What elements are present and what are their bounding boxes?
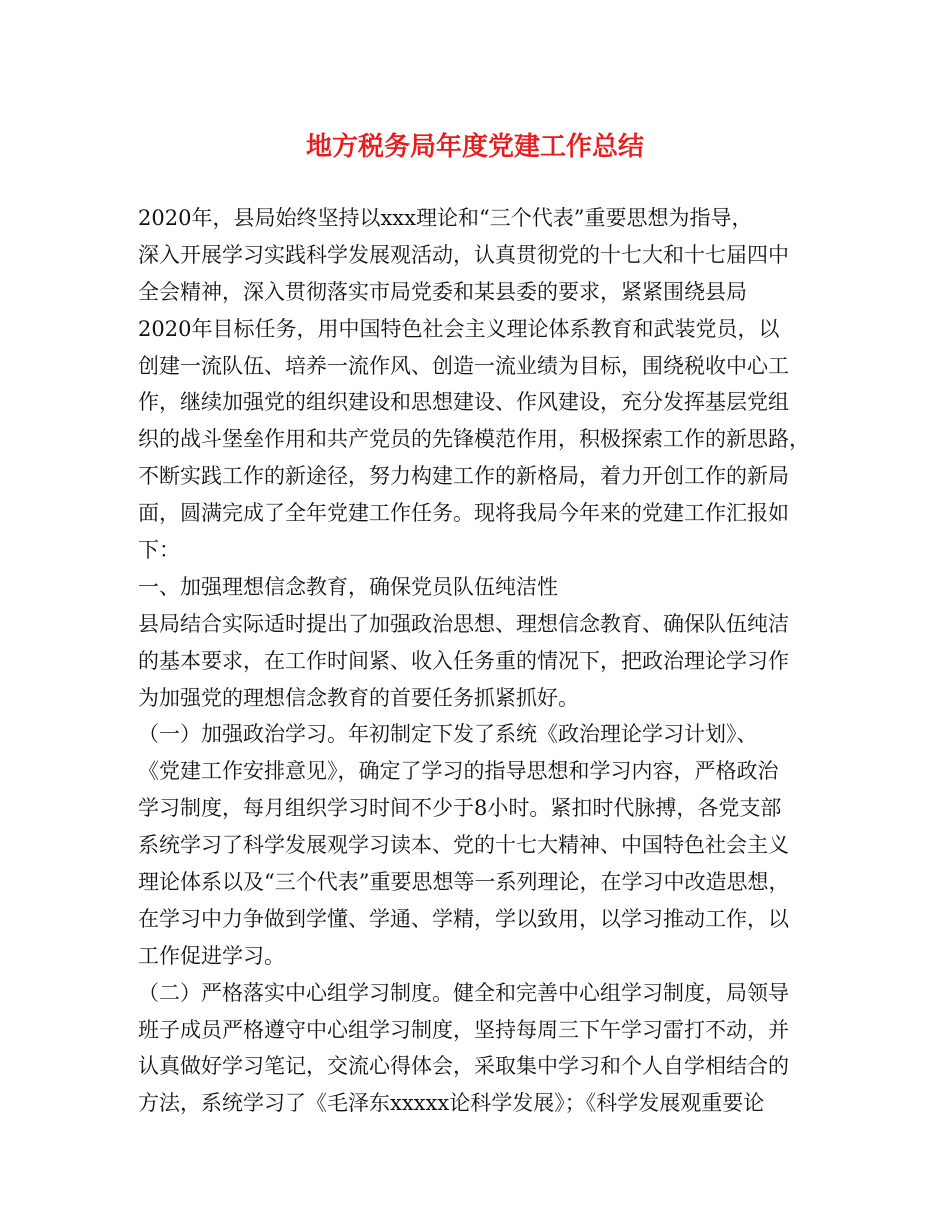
document-title: 地方税务局年度党建工作总结 xyxy=(305,132,644,162)
body-line-15: （一）加强政治学习。年初制定下发了系统《政治理论学习计划》、 xyxy=(138,722,758,747)
body-line-22: （二）严格落实中心组学习制度。健全和完善中心组学习制度，局领导 xyxy=(138,980,789,1005)
body-line-8: 不断实践工作的新途径，努力构建工作的新格局，着力开创工作的新局 xyxy=(138,464,789,489)
body-line-4: 2020年目标任务，用中国特色社会主义理论体系教育和武装党员，以 xyxy=(138,316,780,341)
body-line-5: 创建一流队伍、培养一流作风、创造一流业绩为目标，围绕税收中心工 xyxy=(138,353,789,378)
body-line-25: 方法，系统学习了《毛泽东xxxxx论科学发展》；《科学发展观重要论 xyxy=(138,1091,765,1116)
body-line-14: 为加强党的理想信念教育的首要任务抓紧抓好。 xyxy=(138,685,579,710)
body-line-19: 理论体系以及“三个代表”重要思想等一系列理论，在学习中改造思想， xyxy=(138,870,790,895)
body-line-10: 下： xyxy=(138,538,180,563)
body-line-18: 系统学习了科学发展观学习读本、党的十七大精神、中国特色社会主义 xyxy=(138,833,789,858)
document-body xyxy=(138,200,828,1122)
body-line-6: 作，继续加强党的组织建设和思想建设、作风建设，充分发挥基层党组 xyxy=(138,390,789,415)
body-line-16: 《党建工作安排意见》，确定了学习的指导思想和学习内容，严格政治 xyxy=(138,759,779,784)
body-line-3: 全会精神，深入贯彻落实市局党委和某县委的要求，紧紧围绕县局 xyxy=(138,279,747,304)
body-line-17: 学习制度，每月组织学习时间不少于8小时。紧扣时代脉搏，各党支部 xyxy=(138,796,782,821)
body-line-7: 织的战斗堡垒作用和共产党员的先锋模范作用，积极探索工作的新思路， xyxy=(138,427,810,452)
body-line-13: 的基本要求，在工作时间紧、收入任务重的情况下，把政治理论学习作 xyxy=(138,648,789,673)
body-line-9: 面，圆满完成了全年党建工作任务。现将我局今年来的党建工作汇报如 xyxy=(138,501,789,526)
body-line-12: 县局结合实际适时提出了加强政治思想、理想信念教育、确保队伍纯洁 xyxy=(138,611,789,636)
section-heading-1: 一、加强理想信念教育，确保党员队伍纯洁性 xyxy=(138,574,558,599)
body-line-1: 2020年，县局始终坚持以xxx理论和“三个代表”重要思想为指导， xyxy=(138,206,753,230)
body-line-23: 班子成员严格遵守中心组学习制度，坚持每周三下午学习雷打不动，并 xyxy=(138,1017,789,1042)
body-line-20: 在学习中力争做到学懂、学通、学精，学以致用，以学习推动工作，以 xyxy=(138,906,789,931)
body-line-21: 工作促进学习。 xyxy=(138,943,285,968)
body-line-2: 深入开展学习实践科学发展观活动，认真贯彻党的十七大和十七届四中 xyxy=(138,242,789,267)
body-line-24: 认真做好学习笔记，交流心得体会，采取集中学习和个人自学相结合的 xyxy=(138,1054,789,1079)
